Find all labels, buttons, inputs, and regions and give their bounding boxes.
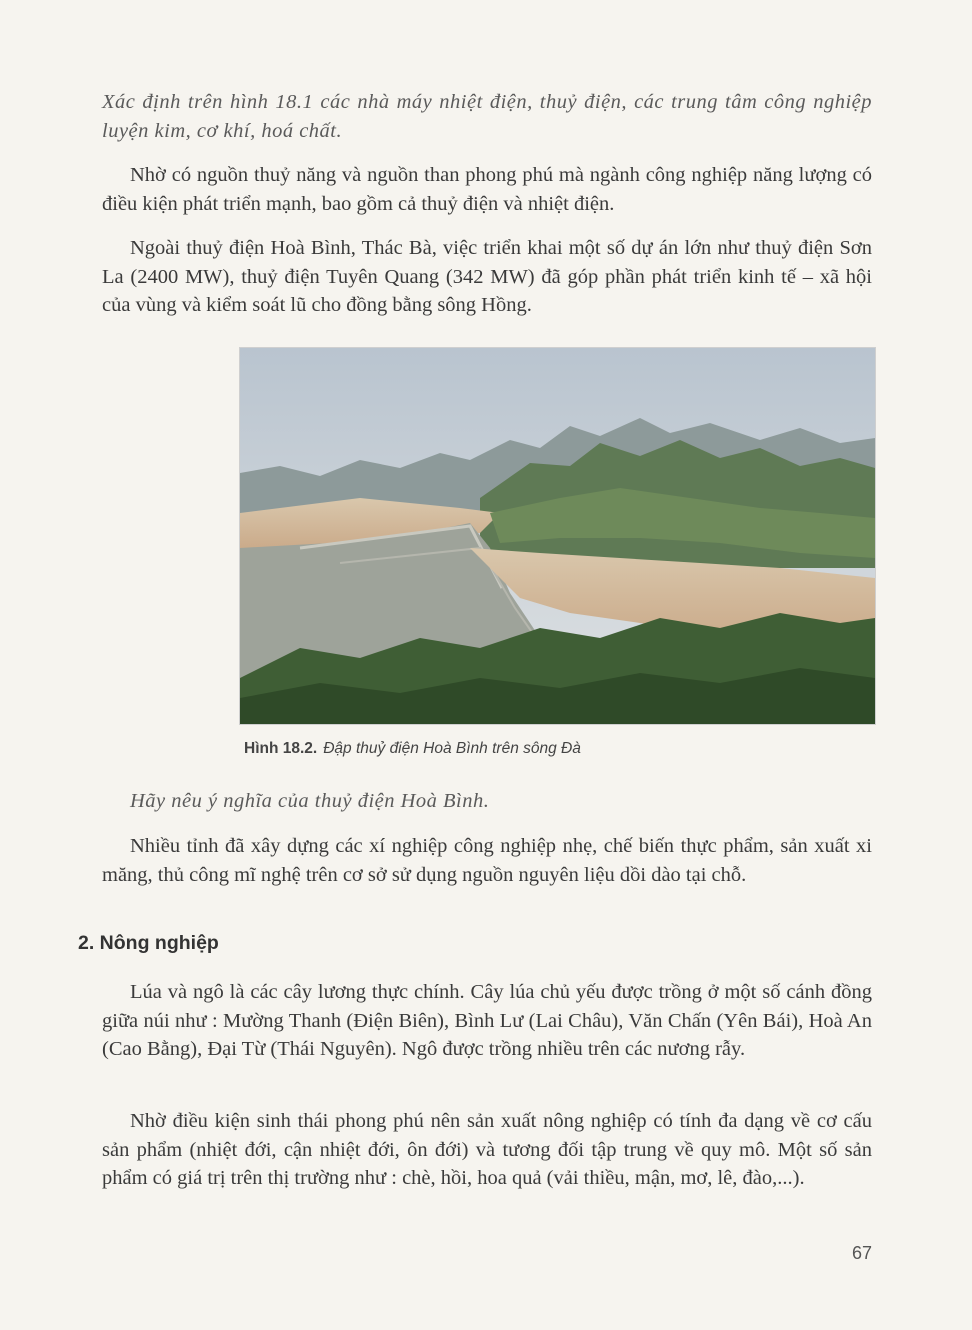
figure-label: Hình 18.2. xyxy=(244,740,318,757)
paragraph-hydropower-projects: Ngoài thuỷ điện Hoà Bình, Thác Bà, việc triển khai một số dự án lớn như thuỷ điện Sơn La (2400 MW), thuỷ điện Tuyên Quang (342 MW) đã góp phần phát triển kinh tế – xã hội của vùng và kiểm soát lũ cho đồng bằng sông Hồng. xyxy=(102,237,872,316)
section-heading-agriculture: 2. Nông nghiệp xyxy=(78,932,219,954)
hoa-binh-dam-photo xyxy=(239,347,876,725)
paragraph-energy-resources: Nhờ có nguồn thuỷ năng và nguồn than phong phú mà ngành công nghiệp năng lượng có điều kiện phát triển mạnh, bao gồm cả thuỷ điện và nhiệt điện. xyxy=(102,164,872,215)
page-number: 67 xyxy=(852,1243,873,1263)
figure-caption xyxy=(244,740,581,758)
paragraph-food-crops: Lúa và ngô là các cây lương thực chính. Cây lúa chủ yếu được trồng ở một số cánh đồng giữa núi như : Mường Thanh (Điện Biên), Bình Lư (Lai Châu), Văn Chấn (Yên Bái), Hoà An (Cao Bằng), Đại Từ (Thái Nguyên). Ngô được trồng nhiều trên các nương rẫy. xyxy=(102,981,872,1060)
paragraph-agriculture-diversity: Nhờ điều kiện sinh thái phong phú nên sản xuất nông nghiệp có tính đa dạng về cơ cấu sản phẩm (nhiệt đới, cận nhiệt đới, ôn đới) và tương đối tập trung về quy mô. Một số sản phẩm có giá trị trên thị trường như : chè, hồi, hoa quả (vải thiều, mận, mơ, lê, đào,...). xyxy=(102,1110,872,1189)
figure-caption-text: Đập thuỷ điện Hoà Bình trên sông Đà xyxy=(323,740,581,757)
question-hoa-binh-significance: Hãy nêu ý nghĩa của thuỷ điện Hoà Bình. xyxy=(130,790,490,812)
paragraph-light-industry: Nhiều tỉnh đã xây dựng các xí nghiệp công nghiệp nhẹ, chế biến thực phẩm, sản xuất xi măng, thủ công mĩ nghệ trên cơ sở sử dụng nguồn nguyên liệu dồi dào tại chỗ. xyxy=(102,835,872,886)
question-map-exercise: Xác định trên hình 18.1 các nhà máy nhiệt điện, thuỷ điện, các trung tâm công nghiệp luyện kim, cơ khí, hoá chất. xyxy=(102,91,872,142)
